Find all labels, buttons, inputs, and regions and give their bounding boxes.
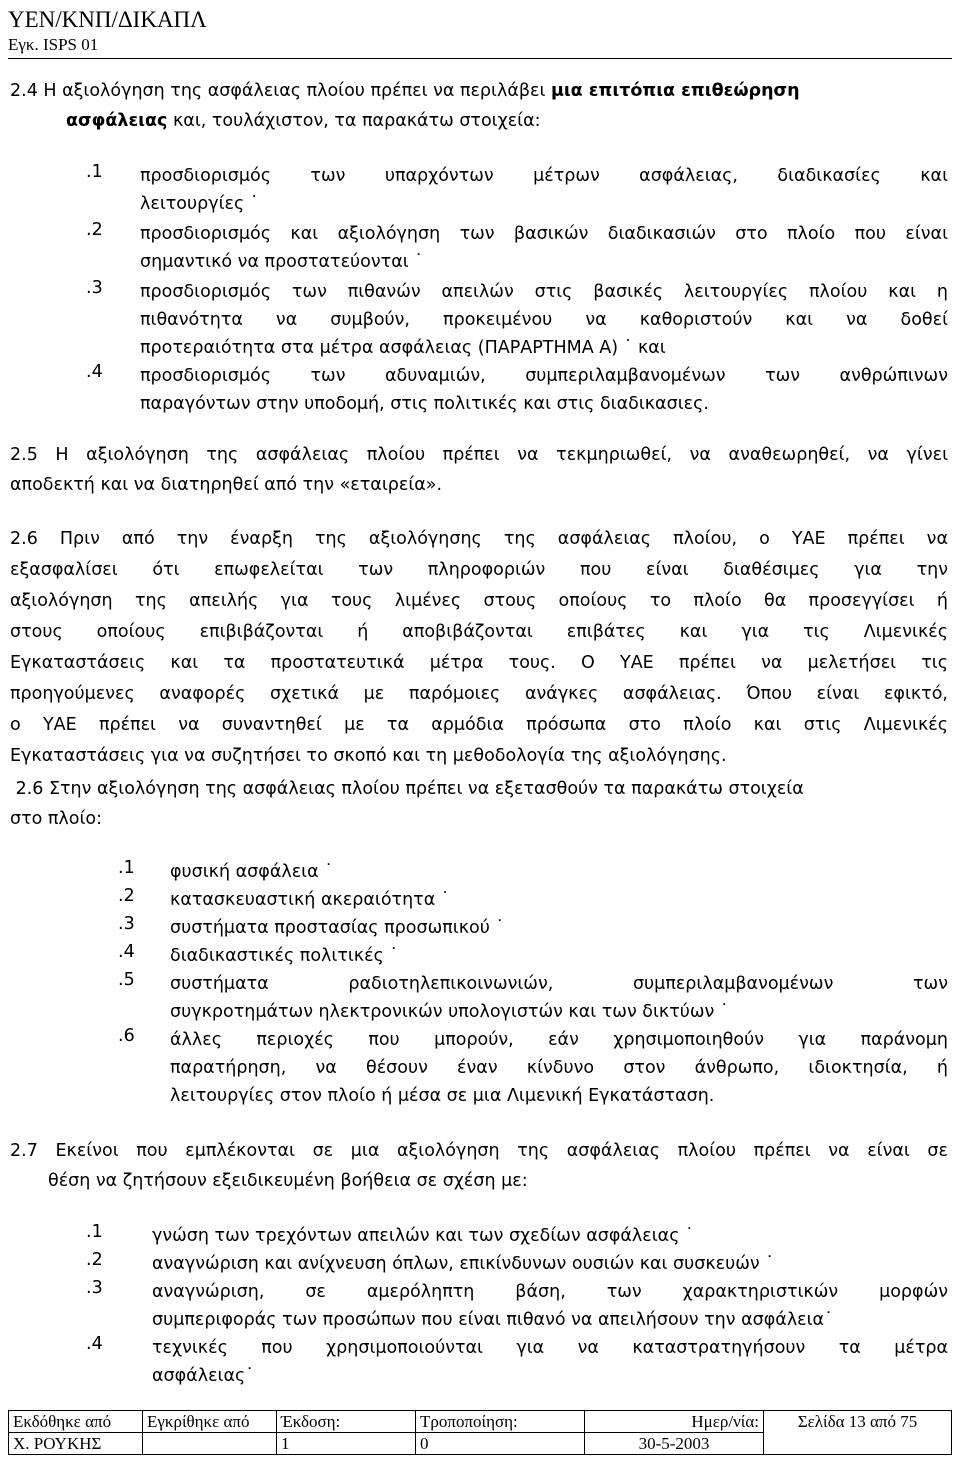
- page-number: Σελίδα 13 από 75: [764, 1411, 952, 1455]
- bold-phrase-2: ασφάλειας: [66, 111, 168, 131]
- s24-item-4: .4 προσδιορισμός των αδυναμιών, συμπεριλαμβανομένων των ανθρώπινων παραγόντων στην υποδομή, στις πολιτικές και στις διαδικασιες.: [86, 362, 948, 414]
- s26-item-2: .2 κατασκευαστική ακεραιότητα ˙: [118, 886, 450, 910]
- header-divider: [8, 58, 952, 59]
- s26-item-6: .6 άλλες περιοχές που μπορούν, εάν χρησιμοποιηθούν για παράνομη παρατήρηση, να θέσουν έναν κίνδυνο στον άνθρωπο, ιδιοκτησία, ή λειτουργίες στον πλοίο ή μέσα σε μια Λιμενική Εγκατάσταση.: [118, 1026, 948, 1106]
- s27-item-2: .2 αναγνώριση και ανίχνευση όπλων, επικίνδυνων ουσιών και συσκευών ˙: [86, 1250, 774, 1274]
- s27-item-4: .4 τεχνικές που χρησιμοποιούνται για να καταστρατηγήσουν τα μέτρα ασφάλειας˙: [86, 1334, 948, 1386]
- footer-cell: Εκδόθηκε από: [9, 1411, 143, 1433]
- footer-cell: 0: [416, 1433, 585, 1455]
- section-2-6-list-intro: 2.6 Στην αξιολόγηση της ασφάλειας πλοίου πρέπει να εξετασθούν τα παρακάτω στοιχεία στο πλοίο:: [10, 779, 804, 829]
- header-department: ΥΕΝ/ΚΝΠ/ΔΙΚΑΠΛ: [8, 7, 207, 32]
- footer-cell: Εγκρίθηκε από: [143, 1411, 277, 1433]
- footer-cell: 1: [277, 1433, 416, 1455]
- footer-cell: Χ. ΡΟΥΚΗΣ: [9, 1433, 143, 1455]
- s27-item-1: .1 γνώση των τρεχόντων απειλών και των σχεδίων ασφάλειας ˙: [86, 1222, 694, 1246]
- s26-item-4: .4 διαδικαστικές πολιτικές ˙: [118, 942, 399, 966]
- s24-item-2: .2 προσδιορισμός και αξιολόγηση των βασικών διαδικασιών στο πλοίο που είναι σημαντικό να προστατεύονται ˙: [86, 220, 948, 272]
- footer-cell: [143, 1433, 277, 1455]
- header-reference: Εγκ. ISPS 01: [8, 35, 99, 54]
- section-2-6-paragraph: 2.6 Πριν από την έναρξη της αξιολόγησης της ασφάλειας πλοίου, ο ΥΑΕ πρέπει να εξασφαλίσει ότι επωφελείται των πληροφοριών που είναι διαθέσιμες για την αξιολόγηση της απειλής για τους λιμένες στους οποίους το πλοίο θα προσεγγίσει ή στους οποίους επιβιβάζονται ή αποβιβάζονται επιβάτες και για τις Λιμενικές Εγκαταστάσεις και τα προστατευτικά μέτρα τους. Ο ΥΑΕ πρέπει να μελετήσει τις προηγούμενες αναφορές σχετικά με παρόμοιες ανάγκες ασφάλειας. Όπου είναι εφικτό, ο ΥΑΕ πρέπει να συναντηθεί με τα αρμόδια πρόσωπα στο πλοίο και στις Λιμενικές Εγκαταστάσεις για να συζητήσει το σκοπό και τη μεθοδολογία της αξιολόγησης.: [10, 529, 948, 766]
- s24-item-1: .1 προσδιορισμός των υπαρχόντων μέτρων ασφάλειας, διαδικασίες και λειτουργίες ˙: [86, 162, 948, 214]
- section-2-7-intro: 2.7 Εκείνοι που εμπλέκονται σε μια αξιολόγηση της ασφάλειας πλοίου πρέπει να είναι σε θέση να ζητήσουν εξειδικευμένη βοήθεια σε σχέση με:: [10, 1141, 948, 1191]
- s26-item-1: .1 φυσική ασφάλεια ˙: [118, 858, 333, 882]
- document-header: [8, 6, 207, 56]
- footer-cell: Έκδοση:: [277, 1411, 416, 1433]
- section-2-5: 2.5 Η αξιολόγηση της ασφάλειας πλοίου πρέπει να τεκμηριωθεί, να αναθεωρηθεί, να γίνει αποδεκτή και να διατηρηθεί από την «εταιρεία».: [10, 445, 948, 495]
- footer-table: [8, 1410, 952, 1455]
- s26-item-5: .5 συστήματα ραδιοτηλεπικοινωνιών, συμπεριλαμβανομένων των συγκροτημάτων ηλεκτρονικών υπολογιστών και των δικτύων ˙: [118, 970, 948, 1022]
- footer-cell: Ημερ/νία:: [585, 1411, 764, 1433]
- s26-item-3: .3 συστήματα προστασίας προσωπικού ˙: [118, 914, 505, 938]
- footer-header-row: [9, 1411, 952, 1433]
- footer-cell: 30-5-2003: [585, 1433, 764, 1455]
- section-2-4-intro: 2.4 Η αξιολόγηση της ασφάλειας πλοίου πρέπει να περιλάβει μια επιτόπια επιθεώρηση ασφάλειας και, τουλάχιστον, τα παρακάτω στοιχεία:: [10, 81, 800, 131]
- footer-cell: Τροποποίηση:: [416, 1411, 585, 1433]
- bold-phrase: μια επιτόπια επιθεώρηση: [550, 81, 800, 101]
- s24-item-3: .3 προσδιορισμός των πιθανών απειλών στις βασικές λειτουργίες πλοίου και η πιθανότητα να συμβούν, προκειμένου να καθοριστούν και να δοθεί προτεραιότητα στα μέτρα ασφάλειας (ΠΑΡΑΡΤΗΜΑ Α) ˙ και: [86, 278, 948, 358]
- s27-item-3: .3 αναγνώριση, σε αμερόληπτη βάση, των χαρακτηριστικών μορφών συμπεριφοράς των προσώπων που είναι πιθανό να απειλήσουν την ασφάλεια˙: [86, 1278, 948, 1330]
